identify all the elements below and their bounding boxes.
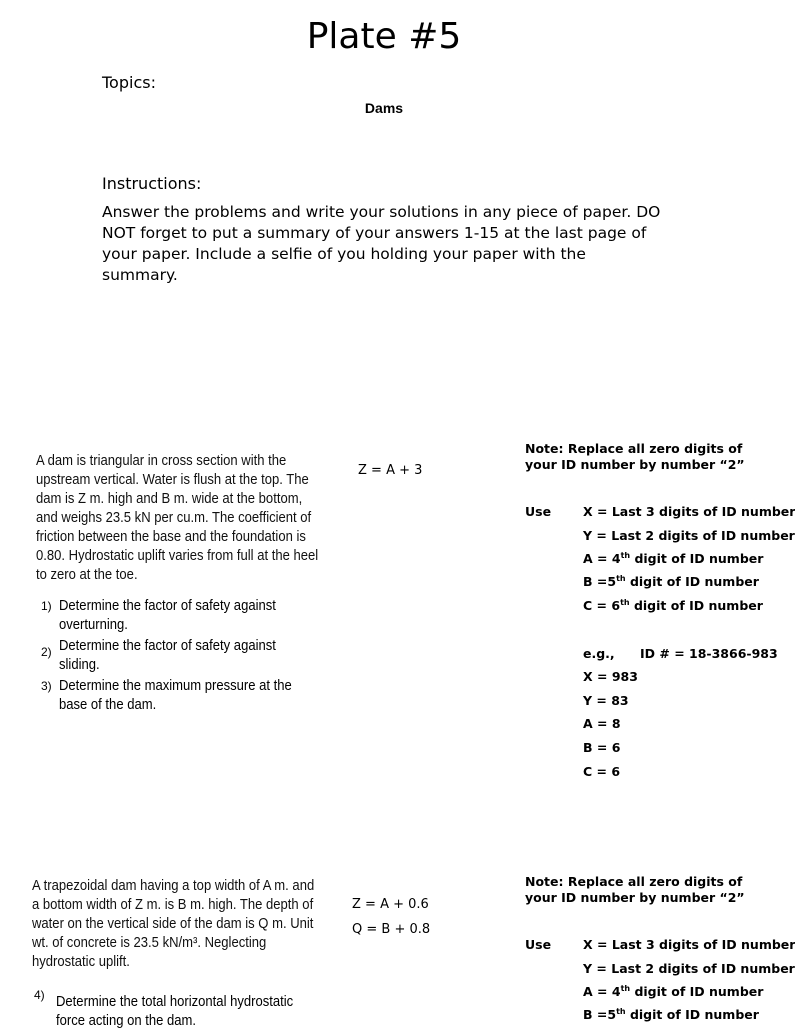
topics-label: Topics: — [102, 73, 156, 92]
rule-b-2: B =5th digit of ID number — [583, 1007, 759, 1023]
question-3-text: Determine the maximum pressure at the base of the dam. — [59, 678, 292, 713]
note-1: Note: Replace all zero digits of your ID number by number “2” — [525, 441, 745, 472]
note-2: Note: Replace all zero digits of your ID number by number “2” — [525, 874, 745, 905]
example-b: B = 6 — [583, 740, 621, 755]
use-label-2: Use — [525, 937, 552, 952]
instructions-label: Instructions: — [102, 174, 202, 193]
rule-x-1: X = Last 3 digits of ID number — [583, 504, 795, 519]
rule-b-1: B =5th digit of ID number — [583, 574, 759, 590]
rule-a-1: A = 4th digit of ID number — [583, 551, 764, 567]
formula-z-2: Z = A + 0.6 — [352, 897, 429, 912]
question-1-text: Determine the factor of safety against overturning. — [59, 598, 276, 633]
rule-x-2: X = Last 3 digits of ID number — [583, 937, 795, 952]
question-1-number: 1) — [41, 599, 52, 613]
question-3-number: 3) — [41, 679, 52, 693]
topic-dams: Dams — [364, 100, 404, 116]
example-y: Y = 83 — [583, 693, 629, 708]
problem-1-text: A dam is triangular in cross section with the upstream vertical. Water is flush at the top. The dam is Z m. high and B m. wide at the bottom, and weighs 23.5 kN per cu.m. The coefficient of friction between the base and the foundation is 0.80. Hydrostatic uplift varies from full at the heel to zero at the toe. — [36, 453, 319, 583]
question-2-text: Determine the factor of safety against sliding. — [59, 638, 276, 673]
example-label: e.g., — [583, 646, 615, 661]
use-label-1: Use — [525, 504, 552, 519]
rule-c-1: C = 6th digit of ID number — [583, 598, 763, 614]
rule-y-2: Y = Last 2 digits of ID number — [583, 961, 795, 976]
instructions-text: Answer the problems and write your solutions in any piece of paper. DO NOT forget to put a summary of your answers 1-15 at the last page of your paper. Include a selfie of you holding your paper with the summary. — [102, 203, 661, 284]
question-4-number: 4) — [34, 988, 45, 1002]
formula-z-1: Z = A + 3 — [358, 463, 423, 478]
page-title: Plate #5 — [306, 16, 462, 57]
example-x: X = 983 — [583, 669, 638, 684]
question-4-text: Determine the total horizontal hydrostatic force acting on the dam. — [56, 994, 294, 1029]
example-a: A = 8 — [583, 716, 621, 731]
formula-q-2: Q = B + 0.8 — [352, 922, 431, 937]
example-id: ID # = 18-3866-983 — [640, 646, 778, 661]
question-2-number: 2) — [41, 645, 52, 659]
example-c: C = 6 — [583, 764, 621, 779]
rule-y-1: Y = Last 2 digits of ID number — [583, 528, 795, 543]
problem-2-text: A trapezoidal dam having a top width of A m. and a bottom width of Z m. is B m. high. The depth of water on the vertical side of the dam is Q m. Unit wt. of concrete is 23.5 kN/m³. Neglecting hydrostatic uplift. — [32, 878, 315, 970]
rule-a-2: A = 4th digit of ID number — [583, 984, 764, 1000]
